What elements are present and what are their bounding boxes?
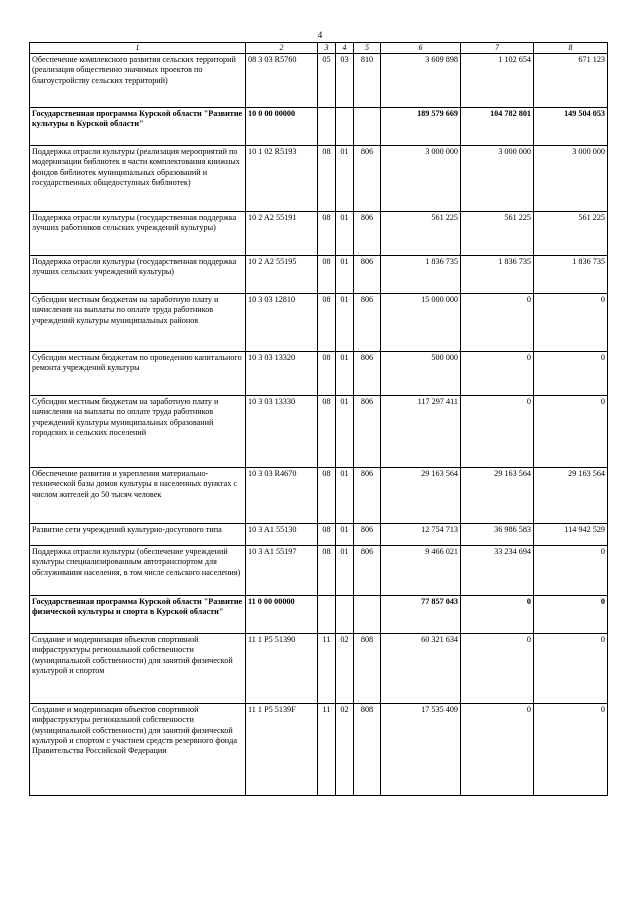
page-number: 4: [317, 30, 323, 40]
subsection-code-cell: 02: [336, 634, 354, 704]
budget-table: [29, 42, 608, 796]
expense-type-cell: 806: [354, 256, 381, 294]
expense-type-cell: 806: [354, 546, 381, 596]
header-cell: 5: [354, 43, 381, 54]
amount-year2-cell: 0: [461, 634, 534, 704]
row-name-cell: Субсидии местным бюджетам на заработную плату и начисления на выплаты по оплате труда работников учреждений культуры муниципальных образований городских и сельских поселений: [30, 396, 246, 468]
expense-type-cell: 806: [354, 294, 381, 352]
header-row: [30, 43, 608, 54]
section-code-cell: 08: [318, 294, 336, 352]
table-row: [30, 212, 608, 256]
amount-year3-cell: 671 123: [534, 54, 608, 108]
table-row: [30, 256, 608, 294]
section-code-cell: 08: [318, 146, 336, 212]
amount-year2-cell: 0: [461, 596, 534, 634]
row-name-cell: Государственная программа Курской области "Развитие культуры в Курской области": [30, 108, 246, 146]
section-code-cell: 05: [318, 54, 336, 108]
row-name-cell: Обеспечение комплексного развития сельских территорий (реализация общественно значимых проектов по благоустройству сельских территорий): [30, 54, 246, 108]
subsection-code-cell: 03: [336, 54, 354, 108]
row-name-cell: Государственная программа Курской области "Развитие физической культуры и спорта в Курской области": [30, 596, 246, 634]
row-name-cell: Субсидии местным бюджетам по проведению капитального ремонта учреждений культуры: [30, 352, 246, 396]
expense-type-cell: 806: [354, 524, 381, 546]
expense-type-cell: 808: [354, 634, 381, 704]
amount-year2-cell: 561 225: [461, 212, 534, 256]
subsection-code-cell: 01: [336, 524, 354, 546]
amount-year3-cell: 0: [534, 396, 608, 468]
subsection-code-cell: [336, 108, 354, 146]
header-cell: 3: [318, 43, 336, 54]
table-row: [30, 524, 608, 546]
table-row: [30, 146, 608, 212]
amount-year1-cell: 9 466 021: [381, 546, 461, 596]
amount-year2-cell: 0: [461, 294, 534, 352]
target-code-cell: 10 3 A1 55197: [246, 546, 318, 596]
amount-year3-cell: 0: [534, 634, 608, 704]
table-row: [30, 546, 608, 596]
amount-year2-cell: 0: [461, 396, 534, 468]
amount-year1-cell: 15 000 000: [381, 294, 461, 352]
amount-year2-cell: 33 234 694: [461, 546, 534, 596]
amount-year2-cell: 0: [461, 704, 534, 796]
expense-type-cell: 806: [354, 146, 381, 212]
subsection-code-cell: 01: [336, 468, 354, 524]
amount-year3-cell: 3 000 000: [534, 146, 608, 212]
section-code-cell: [318, 108, 336, 146]
target-code-cell: 11 1 P5 51390: [246, 634, 318, 704]
expense-type-cell: 806: [354, 468, 381, 524]
amount-year2-cell: 29 163 564: [461, 468, 534, 524]
row-name-cell: Создание и модернизация объектов спортивной инфраструктуры региональной собственности (муниципальной собственности) для занятий физической культурой и спортом с участием средств резервного фонда Правительства Российской Федерации: [30, 704, 246, 796]
section-code-cell: 11: [318, 634, 336, 704]
expense-type-cell: [354, 108, 381, 146]
header-cell: 8: [534, 43, 608, 54]
amount-year3-cell: 1 836 735: [534, 256, 608, 294]
table-row: [30, 396, 608, 468]
amount-year1-cell: 12 754 713: [381, 524, 461, 546]
table-body: [30, 43, 608, 796]
section-code-cell: 08: [318, 352, 336, 396]
expense-type-cell: 810: [354, 54, 381, 108]
amount-year1-cell: 500 000: [381, 352, 461, 396]
row-name-cell: Поддержка отрасли культуры (государственная поддержка лучших работников сельских учреждений культуры): [30, 212, 246, 256]
row-name-cell: Поддержка отрасли культуры (государственная поддержка лучших сельских учреждений культуры): [30, 256, 246, 294]
table-row: [30, 596, 608, 634]
subsection-code-cell: 01: [336, 396, 354, 468]
target-code-cell: 10 3 03 13320: [246, 352, 318, 396]
section-code-cell: [318, 596, 336, 634]
subsection-code-cell: 01: [336, 352, 354, 396]
amount-year2-cell: 1 836 735: [461, 256, 534, 294]
subsection-code-cell: [336, 596, 354, 634]
table-row: [30, 468, 608, 524]
amount-year3-cell: 29 163 564: [534, 468, 608, 524]
amount-year3-cell: 561 225: [534, 212, 608, 256]
section-code-cell: 08: [318, 396, 336, 468]
subsection-code-cell: 01: [336, 546, 354, 596]
header-cell: 2: [246, 43, 318, 54]
target-code-cell: 10 0 00 00000: [246, 108, 318, 146]
subsection-code-cell: 01: [336, 294, 354, 352]
amount-year3-cell: 0: [534, 596, 608, 634]
amount-year3-cell: 114 942 529: [534, 524, 608, 546]
row-name-cell: Поддержка отрасли культуры (реализация мероприятий по модернизации библиотек в части комплектования книжных фондов библиотек муниципальных образований и государственных общедоступных библиотек): [30, 146, 246, 212]
table-row: [30, 352, 608, 396]
target-code-cell: 10 3 03 13330: [246, 396, 318, 468]
target-code-cell: 10 2 A2 55195: [246, 256, 318, 294]
table-row: [30, 54, 608, 108]
target-code-cell: 10 3 A1 55130: [246, 524, 318, 546]
amount-year2-cell: 1 102 654: [461, 54, 534, 108]
amount-year1-cell: 29 163 564: [381, 468, 461, 524]
expense-type-cell: 806: [354, 352, 381, 396]
row-name-cell: Субсидии местным бюджетам на заработную плату и начисления на выплаты по оплате труда работников учреждений культуры муниципальных районов: [30, 294, 246, 352]
row-name-cell: Создание и модернизация объектов спортивной инфраструктуры региональной собственности (муниципальной собственности) для занятий физической культурой и спортом: [30, 634, 246, 704]
amount-year1-cell: 561 225: [381, 212, 461, 256]
section-code-cell: 08: [318, 468, 336, 524]
amount-year1-cell: 189 579 669: [381, 108, 461, 146]
amount-year1-cell: 1 836 735: [381, 256, 461, 294]
amount-year3-cell: 0: [534, 546, 608, 596]
subsection-code-cell: 01: [336, 146, 354, 212]
section-code-cell: 11: [318, 704, 336, 796]
section-code-cell: 08: [318, 256, 336, 294]
target-code-cell: 10 3 03 12810: [246, 294, 318, 352]
amount-year3-cell: 149 504 053: [534, 108, 608, 146]
header-cell: 4: [336, 43, 354, 54]
row-name-cell: Поддержка отрасли культуры (обеспечение учреждений культуры специализированным автотранспортом для обслуживания населения, в том числе сельского населения): [30, 546, 246, 596]
row-name-cell: Обеспечение развития и укрепления материально-технической базы домов культуры в населенных пунктах с числом жителей до 50 тысяч человек: [30, 468, 246, 524]
target-code-cell: 10 2 A2 55191: [246, 212, 318, 256]
amount-year3-cell: 0: [534, 704, 608, 796]
amount-year1-cell: 3 609 898: [381, 54, 461, 108]
subsection-code-cell: 01: [336, 256, 354, 294]
amount-year1-cell: 77 857 043: [381, 596, 461, 634]
table-row: [30, 634, 608, 704]
section-code-cell: 08: [318, 524, 336, 546]
row-name-cell: Развитие сети учреждений культурно-досугового типа: [30, 524, 246, 546]
target-code-cell: 11 1 P5 5139F: [246, 704, 318, 796]
header-cell: 6: [381, 43, 461, 54]
amount-year1-cell: 60 321 634: [381, 634, 461, 704]
subsection-code-cell: 02: [336, 704, 354, 796]
amount-year1-cell: 17 535 409: [381, 704, 461, 796]
target-code-cell: 10 1 02 R5193: [246, 146, 318, 212]
target-code-cell: 10 3 03 R4670: [246, 468, 318, 524]
amount-year1-cell: 117 297 411: [381, 396, 461, 468]
amount-year3-cell: 0: [534, 352, 608, 396]
expense-type-cell: [354, 596, 381, 634]
table-row: [30, 294, 608, 352]
amount-year2-cell: 36 986 583: [461, 524, 534, 546]
header-cell: 7: [461, 43, 534, 54]
target-code-cell: 08 3 03 R5760: [246, 54, 318, 108]
target-code-cell: 11 0 00 00000: [246, 596, 318, 634]
subsection-code-cell: 01: [336, 212, 354, 256]
amount-year2-cell: 3 000 000: [461, 146, 534, 212]
section-code-cell: 08: [318, 546, 336, 596]
amount-year3-cell: 0: [534, 294, 608, 352]
section-code-cell: 08: [318, 212, 336, 256]
expense-type-cell: 806: [354, 396, 381, 468]
header-cell: 1: [30, 43, 246, 54]
amount-year1-cell: 3 000 000: [381, 146, 461, 212]
amount-year2-cell: 0: [461, 352, 534, 396]
table-row: [30, 704, 608, 796]
expense-type-cell: 806: [354, 212, 381, 256]
amount-year2-cell: 104 782 801: [461, 108, 534, 146]
expense-type-cell: 808: [354, 704, 381, 796]
table-row: [30, 108, 608, 146]
